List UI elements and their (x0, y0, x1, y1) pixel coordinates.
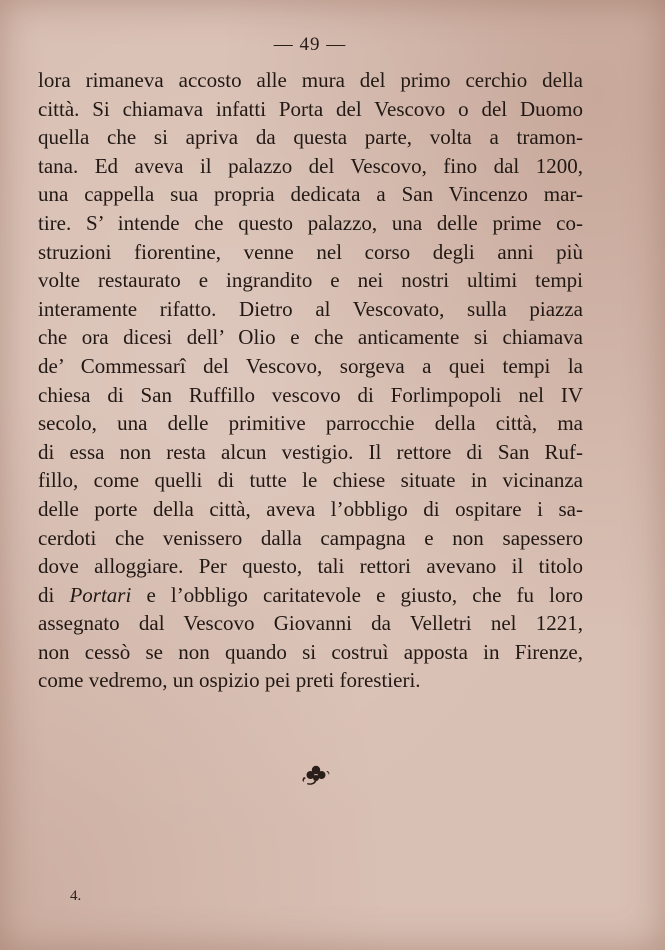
text-line: struzioni fiorentine, venne nel corso degli anni più (38, 239, 583, 264)
text-line: tire. S’ intende che questo palazzo, una delle prime co- (38, 210, 583, 235)
text-line: non cessò se non quando si costruì apposta in Firenze, (38, 639, 583, 664)
fleuron-ornament-icon (300, 762, 332, 786)
text-line-with-italic (38, 581, 583, 610)
text-segment: e l’obbligo caritatevole e giusto, che fu loro (131, 582, 583, 607)
page-number: — 49 — (273, 34, 347, 55)
text-line: tana. Ed aveva il palazzo del Vescovo, fino dal 1200, (38, 153, 583, 178)
text-line: secolo, una delle primitive parrocchie della città, ma (38, 411, 583, 436)
text-line: una cappella sua propria dedicata a San Vincenzo mar- (38, 182, 583, 207)
italic-term-portari: Portari (69, 582, 132, 607)
text-line: delle porte della città, aveva l’obbligo di ospitare i sa- (38, 496, 583, 521)
text-line: fillo, come quelli di tutte le chiese situate in vicinanza (38, 468, 583, 493)
text-line: interamente rifatto. Dietro al Vescovato, sulla piazza (38, 296, 583, 321)
text-line: volte restaurato e ingrandito e nei nostri ultimi tempi (38, 268, 583, 293)
text-line: di essa non resta alcun vestigio. Il rettore di San Ruf- (38, 439, 583, 464)
text-segment: di (38, 582, 70, 607)
text-line: lora rimaneva accosto alle mura del primo cerchio della (38, 68, 583, 92)
text-line: che ora dicesi dell’ Olio e che anticamente si chiamava (38, 325, 583, 350)
text-line: dove alloggiare. Per questo, tali rettori avevano il titolo (38, 554, 583, 579)
body-paragraph (38, 66, 583, 695)
text-line: de’ Commessarî del Vescovo, sorgeva a quei tempi la (38, 353, 583, 378)
text-line: assegnato dal Vescovo Giovanni da Velletri nel 1221, (38, 611, 583, 636)
text-line: cerdoti che venissero dalla campagna e non sapessero (38, 525, 583, 550)
text-line: chiesa di San Ruffillo vescovo di Forlimpopoli nel IV (38, 382, 583, 407)
signature-mark: 4. (70, 888, 82, 904)
text-line: città. Si chiamava infatti Porta del Vescovo o del Duomo (38, 96, 583, 121)
text-line: come vedremo, un ospizio pei preti forestieri. (38, 668, 421, 693)
text-line: quella che si apriva da questa parte, volta a tramon- (38, 125, 583, 150)
